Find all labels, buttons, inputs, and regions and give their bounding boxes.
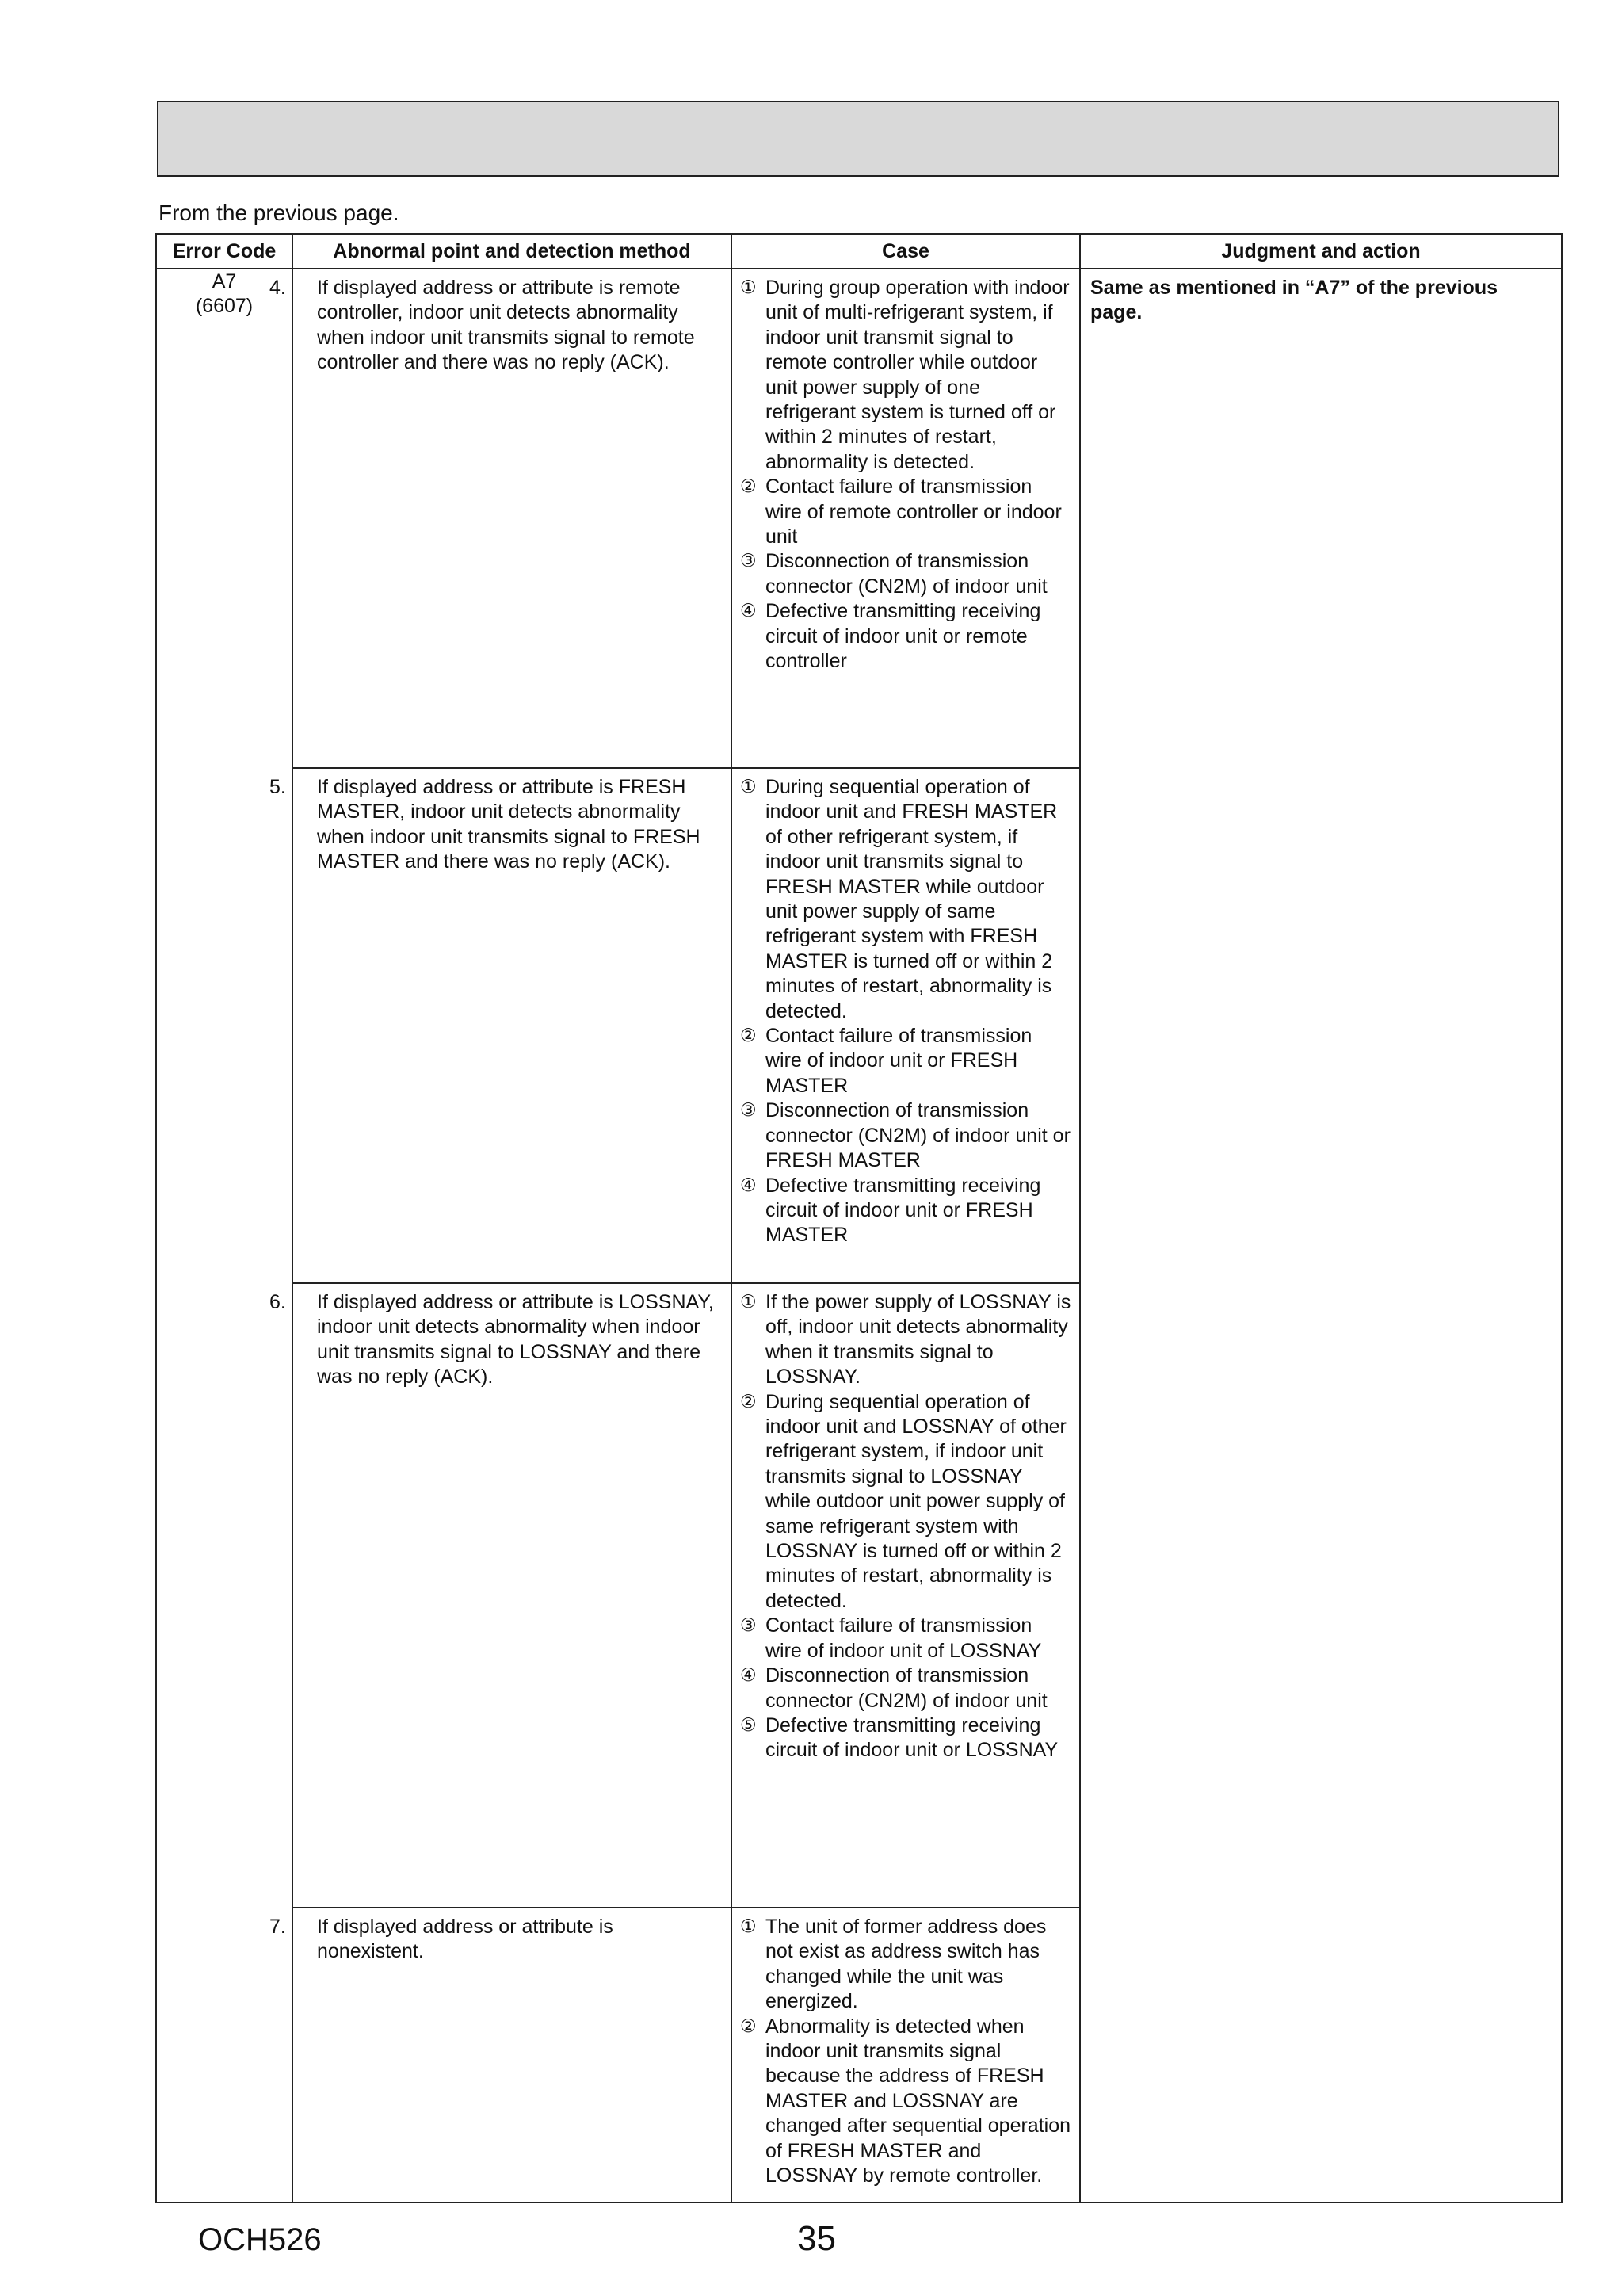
detection-cell xyxy=(269,768,731,1283)
detection-number: 4. xyxy=(269,277,286,299)
detection-text: If displayed address or attribute is LOSSNAY, indoor unit detects abnormality when indoor unit transmits signal to LOSSNAY and there was no reply (ACK). xyxy=(317,1291,714,1389)
case-text: Defective transmitting receiving circuit of indoor unit or remote controller xyxy=(765,600,1041,673)
table-header-row xyxy=(156,234,1562,269)
case-text: Contact failure of transmission wire of remote controller or indoor unit xyxy=(765,476,1062,548)
case-text: If the power supply of LOSSNAY is off, indoor unit detects abnormality when it transmits signal to LOSSNAY. xyxy=(765,1291,1071,1389)
case-text: Abnormality is detected when indoor unit transmits signal because the address of FRESH MASTER and LOSSNAY are changed after sequential operation of FRESH MASTER and LOSSNAY by remote controller. xyxy=(765,2015,1071,2187)
error-code-cell xyxy=(156,269,292,2202)
case-text: Disconnection of transmission connector (CN2M) of indoor unit xyxy=(765,1664,1048,1712)
judgment-text: Same as mentioned in “A7” of the previous page. xyxy=(1090,277,1498,324)
case-marker: ④ xyxy=(740,601,757,622)
case-cell xyxy=(731,768,1080,1283)
case-marker: ③ xyxy=(740,551,757,572)
case-cell xyxy=(731,1283,1080,1908)
case-text: During sequential operation of indoor unit and LOSSNAY of other refrigerant system, if indoor unit transmits signal to LOSSNAY while outdoor unit power supply of same refrigerant system with LOSSNAY is turned off or within 2 minutes of restart, abnormality is detected. xyxy=(765,1390,1067,1612)
case-text: During sequential operation of indoor unit and FRESH MASTER of other refrigerant system, if indoor unit transmits signal to FRESH MASTER while outdoor unit power supply of same refrigerant system with FRESH MASTER is turned off or within 2 minutes of restart, abnormality is detected. xyxy=(765,776,1058,1022)
detection-number: 7. xyxy=(269,1916,286,1938)
page-number: 35 xyxy=(797,2219,836,2258)
case-item xyxy=(740,1915,1073,2015)
case-text: Defective transmitting receiving circuit of indoor unit or LOSSNAY xyxy=(765,1713,1059,1762)
case-item xyxy=(740,1098,1073,1173)
case-item xyxy=(740,599,1073,674)
case-item xyxy=(740,775,1073,1024)
col-header-abnormal: Abnormal point and detection method xyxy=(292,234,731,269)
case-text: Defective transmitting receiving circuit of indoor unit or FRESH MASTER xyxy=(765,1174,1041,1247)
detection-number: 5. xyxy=(269,776,286,798)
case-marker: ② xyxy=(740,2015,757,2037)
case-item xyxy=(740,1290,1073,1390)
case-marker: ② xyxy=(740,476,757,498)
case-marker: ③ xyxy=(740,1615,757,1637)
case-marker: ① xyxy=(740,777,757,797)
case-item xyxy=(740,276,1073,475)
case-text: Contact failure of transmission wire of indoor unit of LOSSNAY xyxy=(765,1614,1042,1662)
case-text: Disconnection of transmission connector (CN2M) of indoor unit xyxy=(765,550,1048,598)
case-item xyxy=(740,1174,1073,1248)
case-marker: ② xyxy=(740,1391,757,1412)
case-cell xyxy=(731,1908,1080,2202)
judgment-cell xyxy=(1080,269,1562,2202)
detection-cell xyxy=(269,1283,731,1908)
case-marker: ④ xyxy=(740,1175,757,1196)
case-text: The unit of former address does not exist as address switch has changed while the unit was energized. xyxy=(765,1916,1047,2013)
col-header-case: Case xyxy=(731,234,1080,269)
case-item xyxy=(740,2015,1073,2189)
case-item xyxy=(740,1664,1073,1713)
error-code: A7 xyxy=(212,270,237,292)
detection-number: 6. xyxy=(269,1291,286,1313)
case-item xyxy=(740,1713,1073,1763)
case-text: Contact failure of transmission wire of indoor unit or FRESH MASTER xyxy=(765,1025,1032,1097)
detection-text: If displayed address or attribute is nonexistent. xyxy=(317,1916,613,1963)
col-header-judgment: Judgment and action xyxy=(1080,234,1562,269)
detection-text: If displayed address or attribute is remote controller, indoor unit detects abnormality when indoor unit transmits signal to remote controller and there was no reply (ACK). xyxy=(317,277,695,374)
section-header-bar xyxy=(157,101,1559,177)
case-item xyxy=(740,1390,1073,1614)
document-code: OCH526 xyxy=(198,2222,322,2257)
case-text: Disconnection of transmission connector (CN2M) of indoor unit or FRESH MASTER xyxy=(765,1099,1071,1172)
continued-note: From the previous page. xyxy=(158,201,399,225)
case-marker: ① xyxy=(740,1292,757,1312)
case-marker: ① xyxy=(740,277,757,298)
case-marker: ② xyxy=(740,1026,757,1047)
error-code-table xyxy=(155,233,1563,2203)
col-header-error-code: Error Code xyxy=(156,234,292,269)
case-item xyxy=(740,1024,1073,1098)
detection-text: If displayed address or attribute is FRESH MASTER, indoor unit detects abnormality when indoor unit transmits signal to FRESH MASTER and there was no reply (ACK). xyxy=(317,776,700,873)
case-item xyxy=(740,549,1073,599)
case-item xyxy=(740,1614,1073,1664)
case-marker: ④ xyxy=(740,1665,757,1687)
case-marker: ① xyxy=(740,1916,757,1937)
table-row xyxy=(156,269,1562,768)
error-code-sub: (6607) xyxy=(195,295,254,317)
detection-cell xyxy=(269,1908,731,2202)
case-cell xyxy=(731,269,1080,768)
case-marker: ⑤ xyxy=(740,1714,757,1736)
detection-cell xyxy=(269,269,731,768)
case-text: During group operation with indoor unit of multi-refrigerant system, if indoor unit transmit signal to remote controller while outdoor unit power supply of one refrigerant system is turned off or within 2 minutes of restart, abnormality is detected. xyxy=(765,277,1070,473)
case-marker: ③ xyxy=(740,1100,757,1121)
case-item xyxy=(740,475,1073,549)
